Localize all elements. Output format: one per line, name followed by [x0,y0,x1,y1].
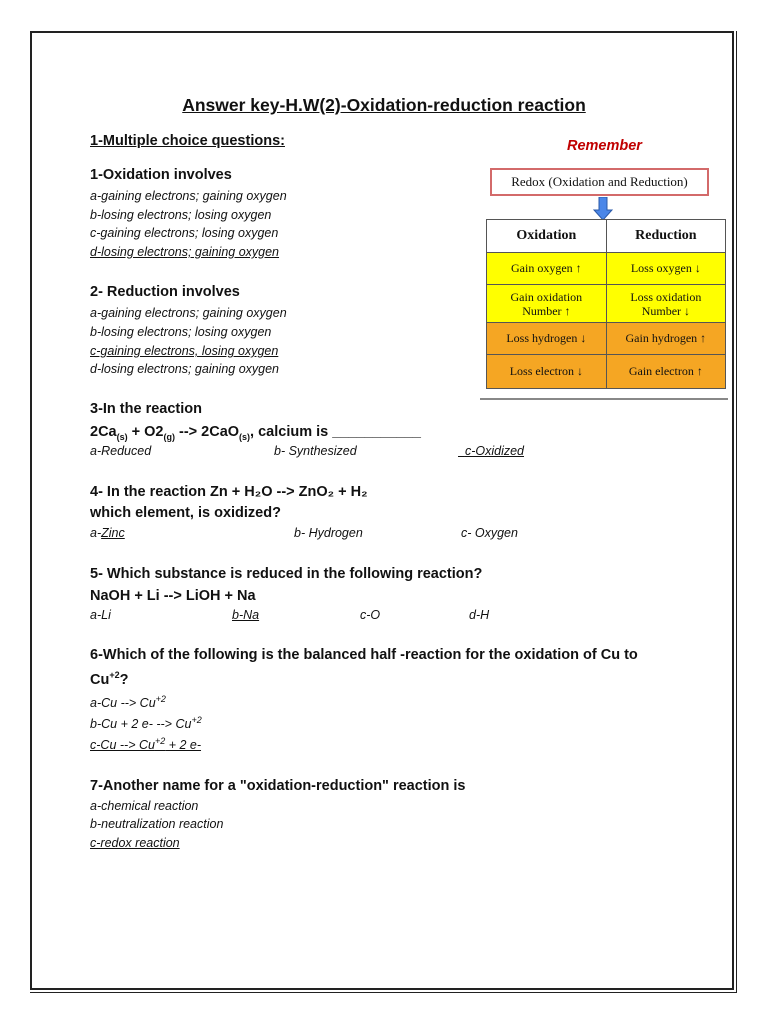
table-cell: Gain oxygen ↑ [487,253,607,285]
q5-option-d: d-H [469,608,490,622]
redox-box: Redox (Oxidation and Reduction) [490,168,709,196]
section-title: 1-Multiple choice questions: [90,133,285,149]
q6-option-a: a-Cu --> $Cu^{+2}$ [90,694,166,711]
q4-answer: Zinc [101,526,125,540]
q2-option-b: b-losing electrons; losing oxygen [90,325,272,339]
q2-option-a: a-gaining electrons; gaining oxygen [90,306,287,320]
q4-question-line1: 4- In the reaction Zn + H₂O --> ZnO₂ + H₂ [90,484,368,500]
q6-question-line1: 6-Which of the following is the balanced half -reaction for the oxidation of Cu to [90,647,638,663]
redox-table [486,219,726,389]
down-arrow-icon [593,197,613,221]
q7-option-c-answer: c-redox reaction [90,836,180,850]
q3-reaction: $2Ca_{(s)} + O2_{(g)}$ --> 2CaO$_{(s)}$, calcium is ___________ [90,424,421,442]
q4-option-b: b- Hydrogen [294,526,363,540]
table-shadow [480,392,728,400]
q3-option-a: a-Reduced [90,444,152,458]
q3-question: 3-In the reaction [90,401,202,417]
q7-question: 7-Another name for a "oxidation-reduction" reaction is [90,778,466,794]
table-cell: Loss oxidation Number ↓ [606,285,725,323]
q2-option-d: d-losing electrons; gaining oxygen [90,362,280,376]
table-cell: Loss oxygen ↓ [606,253,725,285]
q5-reaction: NaOH + Li --> LiOH + Na [90,588,256,604]
table-cell: Gain oxidation Number ↑ [487,285,607,323]
q6-option-b: b-Cu + 2 e- --> $Cu^{+2}$ [90,715,202,732]
q1-option-d-answer: d-losing electrons; gaining oxygen [90,245,280,259]
q2-option-c-answer: c-gaining electrons, losing oxygen [90,344,279,358]
q1-option-c: c-gaining electrons; losing oxygen [90,226,279,240]
table-cell: Gain electron ↑ [606,355,725,389]
q1-question: 1-Oxidation involves [90,167,232,183]
q5-option-a: a-Li [90,608,111,622]
q1-option-a: a-gaining electrons; gaining oxygen [90,189,287,203]
q4-option-a: a-Zinc [90,526,125,540]
table-cell: Gain hydrogen ↑ [606,323,725,355]
q1-option-b: b-losing electrons; losing oxygen [90,208,272,222]
q3-option-c-answer: c-Oxidized [464,444,524,458]
q5-option-c: c-O [360,608,381,622]
q4-option-c: c- Oxygen [461,526,518,540]
q4-question-line2: which element, is oxidized? [90,505,281,521]
q2-question: 2- Reduction involves [90,284,240,300]
q6-question-line2: $Cu^{+2}$? [90,670,129,688]
remember-label: Remember [567,138,642,154]
table-cell: Loss hydrogen ↓ [487,323,607,355]
page-title: Answer key-H.W(2)-Oxidation-reduction reaction [182,95,586,115]
q5-option-b-answer: b-Na [232,608,260,622]
q5-question: 5- Which substance is reduced in the following reaction? [90,566,483,582]
q6-option-c-answer: c-Cu --> $Cu^{+2} + 2$ e- [90,736,202,753]
q7-option-a: a-chemical reaction [90,799,199,813]
q3-option-b: b- Synthesized [274,444,357,458]
q7-option-b: b-neutralization reaction [90,817,224,831]
header-reduction: Reduction [606,220,725,253]
header-oxidation: Oxidation [487,220,607,253]
table-cell: Loss electron ↓ [487,355,607,389]
